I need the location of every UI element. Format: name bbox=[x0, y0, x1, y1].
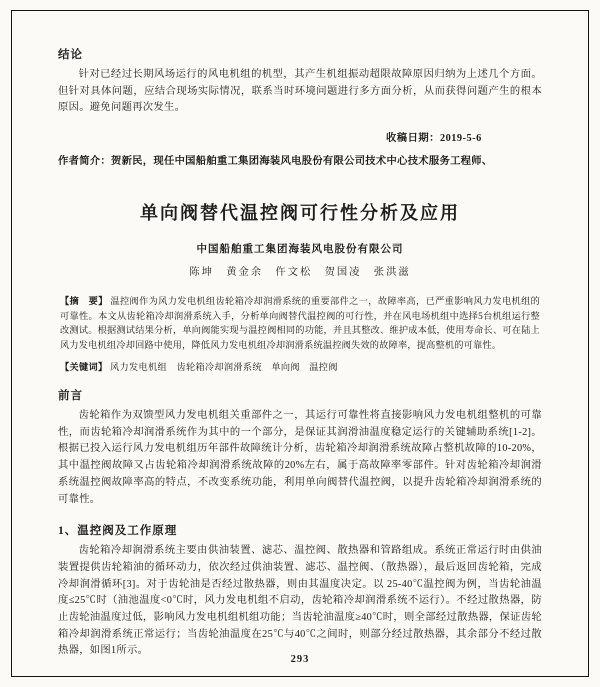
article-title: 单向阀替代温控阀可行性分析及应用 bbox=[140, 203, 460, 224]
author-bio-line bbox=[58, 152, 542, 167]
abstract-paragraph bbox=[60, 294, 540, 352]
section1-heading: 1、温控阀及工作原理 bbox=[58, 525, 178, 538]
authors-line: 陈坤 黄金余 仵文松 贺国凌 张洪滋 bbox=[189, 267, 411, 279]
conclusion-paragraph: 针对已经过长期风场运行的风电机组的机型，其产生机组振动超限故障原因归纳为上述几个方面。但针对具体问题，应结合现场实际情况，联系当时环境问题进行多方面分析，从而获得问题产生的根本原因。避免问题再次发生。 bbox=[58, 69, 542, 114]
abstract-label: 【摘 要】 bbox=[60, 296, 108, 307]
keywords-text: 风力发电机组 齿轮箱冷却润滑系统 单向阀 温控阀 bbox=[110, 362, 338, 373]
section1-paragraph: 齿轮箱冷却润滑系统主要由供油装置、滤芯、温控阀、散热器和管路组成。系统正常运行时由供油装置提供齿轮箱油的循环动力，依次经过供油装置、滤芯、温控阀、（散热器），最后返回齿轮箱，完成冷却润滑循环[3]。对于齿轮油是否经过散热器，则由其温度决定。以 25-40℃温控阀为例，当齿轮油温度≤25℃时（油池温度<0℃时，风力发电机组不启动，齿轮箱冷却润滑系统不运行）。不经过散热器，防止齿轮油温度过低，影响风力发电机组机组功能；当齿轮油温度≥40℃时，则全部经过散热器，保证齿轮箱冷却润滑系统正常运行；当齿轮油温度在25℃与40℃之间时，则部分经过散热器，其余部分不经过散热器，如图1所示。 bbox=[58, 545, 542, 657]
keywords-line bbox=[60, 359, 540, 373]
conclusion-heading: 结论 bbox=[58, 49, 83, 61]
abstract-text: 温控阀作为风力发电机组齿轮箱冷却润滑系统的重要部件之一，故障率高，已严重影响风力发电机组的可靠性。本文从齿轮箱冷却润滑系统入手，分析单向阀替代温控阀的可行性，并在风电场机组中选择5台机组运行整改测试。根据测试结果分析，单向阀能实现与温控阀相同的功能，并且其整改、维护成本低，使用寿命长、可在陆上风力发电机组冷却回路中使用，降低风力发电机组冷却润滑系统温控阀失效的故障率，提高整机的可靠性。 bbox=[60, 296, 541, 350]
intro-paragraph: 齿轮箱作为双馈型风力发电机组关重部件之一，其运行可靠性将直接影响风力发电机组整机的可靠性，而齿轮箱冷却润滑系统作为其中的一个部分，是保证其润滑油温度稳定运行的关键辅助系统[1-2]。根据已投入运行风力发电机组历年部件故障统计分析，齿轮箱冷却润滑系统故障占整机故障的10-20%，其中温控阀故障又占齿轮箱冷却润滑系统故障的20%左右，属于高故障率零部件。针对齿轮箱冷却润滑系统温控阀故障率高的特点，不改变系统功能，利用单向阀替代温控阀，以提升齿轮箱冷却润滑系统的可靠性。 bbox=[58, 410, 542, 505]
author-bio-label: 作者简介： bbox=[58, 156, 111, 168]
received-date-line bbox=[58, 129, 542, 144]
affiliation: 中国船舶重工集团海装风电股份有限公司 bbox=[196, 244, 404, 256]
author-bio-text: 贺新民，现任中国船舶重工集团海装风电股份有限公司技术中心技术服务工程师、 bbox=[110, 156, 493, 168]
page-content bbox=[58, 46, 542, 660]
page-number: 293 bbox=[290, 654, 310, 665]
keywords-label: 【关键词】 bbox=[60, 362, 108, 373]
intro-heading: 前言 bbox=[58, 390, 83, 403]
received-date-value: 2019-5-6 bbox=[439, 133, 482, 145]
received-date-label: 收稿日期： bbox=[386, 133, 440, 145]
